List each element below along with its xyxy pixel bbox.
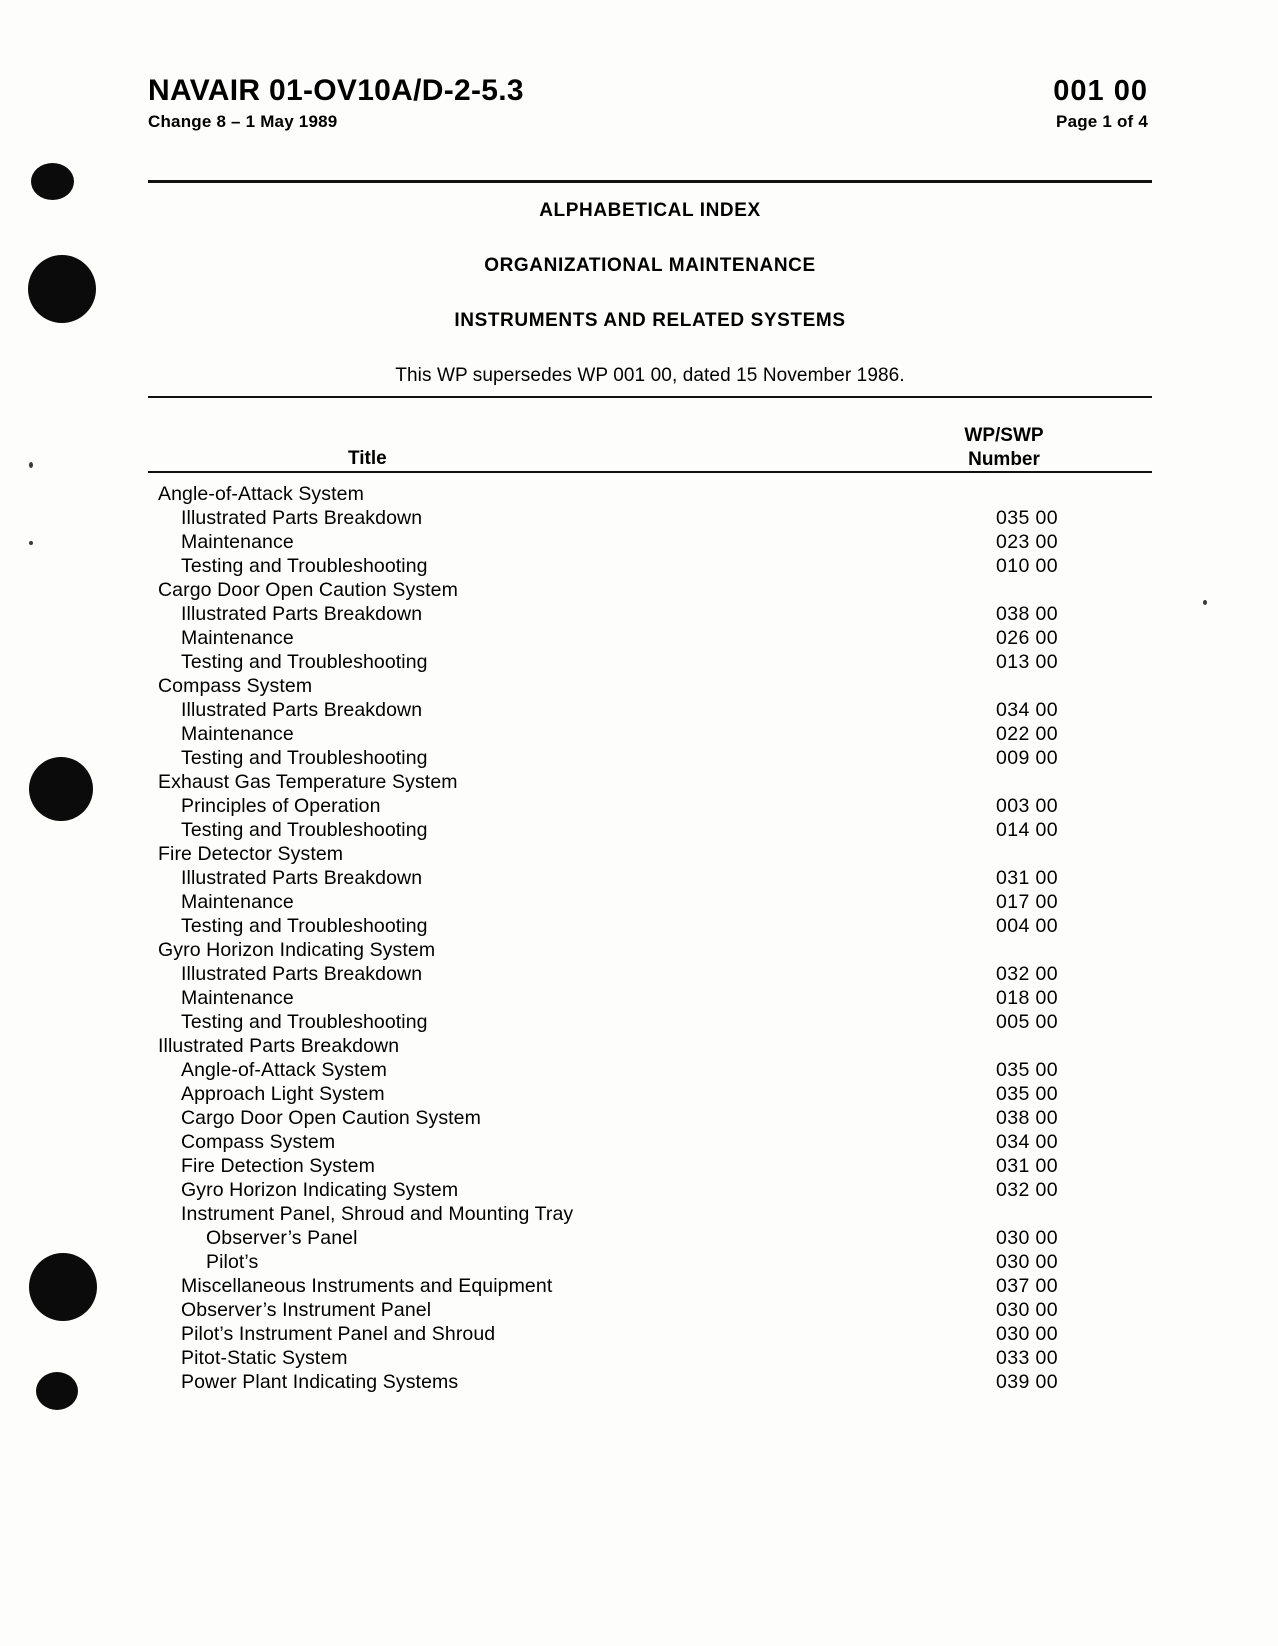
index-row-number: 035 00 [995, 1059, 1058, 1081]
punch-hole-artifact [28, 255, 96, 323]
index-row [148, 914, 1152, 938]
column-header-number-line1: WP/SWP [964, 425, 1044, 446]
index-row-title: Approach Light System [181, 1083, 385, 1105]
index-row-number: 032 00 [995, 1179, 1058, 1201]
index-row-title: Illustrated Parts Breakdown [181, 699, 423, 721]
index-row [148, 626, 1152, 650]
index-row-number: 034 00 [995, 699, 1058, 721]
index-row-number: 032 00 [995, 963, 1058, 985]
index-row [148, 962, 1152, 986]
index-row-number: 018 00 [995, 987, 1058, 1009]
index-row [148, 842, 1152, 866]
punch-hole-artifact [31, 163, 74, 200]
index-row-title: Testing and Troubleshooting [181, 555, 428, 577]
index-row-title: Testing and Troubleshooting [181, 747, 428, 769]
index-row [148, 1226, 1152, 1250]
index-row-number: 038 00 [995, 1107, 1058, 1129]
index-row [148, 506, 1152, 530]
index-row [148, 866, 1152, 890]
index-row [148, 1322, 1152, 1346]
column-header-number-line2: Number [968, 449, 1040, 470]
index-row-number: 003 00 [995, 795, 1058, 817]
index-row-number: 035 00 [995, 507, 1058, 529]
index-row [148, 602, 1152, 626]
alphabetical-index-table [148, 482, 1152, 1394]
scan-speck-artifact [1203, 600, 1207, 605]
index-row-number: 017 00 [995, 891, 1058, 913]
index-row-number: 005 00 [995, 1011, 1058, 1033]
index-row-title: Pilot’s [206, 1251, 259, 1273]
index-row-number: 031 00 [995, 867, 1058, 889]
index-row-title: Fire Detection System [181, 1155, 375, 1177]
header-secondary-row [148, 112, 1148, 132]
index-row-title: Illustrated Parts Breakdown [181, 867, 423, 889]
index-row-title: Gyro Horizon Indicating System [181, 1179, 459, 1201]
index-row-title: Principles of Operation [181, 795, 381, 817]
index-row-number: 009 00 [995, 747, 1058, 769]
wp-number: 001 00 [1053, 75, 1148, 107]
index-row-number: 026 00 [995, 627, 1058, 649]
index-row [148, 1370, 1152, 1394]
index-row [148, 698, 1152, 722]
index-row [148, 1154, 1152, 1178]
index-row-number: 031 00 [995, 1155, 1058, 1177]
index-row-title: Observer’s Instrument Panel [181, 1299, 432, 1321]
index-row-title: Testing and Troubleshooting [181, 915, 428, 937]
index-row-title: Maintenance [181, 891, 294, 913]
column-header-number [934, 424, 1074, 472]
index-row-title: Cargo Door Open Caution System [158, 579, 458, 601]
index-row-title: Compass System [158, 675, 313, 697]
supersede-note: This WP supersedes WP 001 00, dated 15 November 1986. [395, 365, 905, 386]
index-row-title: Gyro Horizon Indicating System [158, 939, 436, 961]
punch-hole-artifact [29, 1253, 97, 1321]
index-row-title: Observer’s Panel [206, 1227, 358, 1249]
title-alphabetical-index: ALPHABETICAL INDEX [539, 200, 761, 221]
index-row-title: Illustrated Parts Breakdown [158, 1035, 400, 1057]
index-row-number: 030 00 [995, 1299, 1058, 1321]
index-row-number: 030 00 [995, 1227, 1058, 1249]
index-row-number: 004 00 [995, 915, 1058, 937]
index-row [148, 578, 1152, 602]
scan-speck-artifact [29, 541, 33, 545]
index-row [148, 1202, 1152, 1226]
index-row-number: 039 00 [995, 1371, 1058, 1393]
index-row-number: 014 00 [995, 819, 1058, 841]
index-row [148, 770, 1152, 794]
index-row-title: Illustrated Parts Breakdown [181, 507, 423, 529]
index-row-title: Instrument Panel, Shroud and Mounting Tray [181, 1203, 574, 1225]
index-row [148, 722, 1152, 746]
index-row-title: Exhaust Gas Temperature System [158, 771, 458, 793]
index-row [148, 674, 1152, 698]
title-instruments-and-related-systems: INSTRUMENTS AND RELATED SYSTEMS [454, 310, 846, 331]
index-row-number: 022 00 [995, 723, 1058, 745]
index-row-title: Testing and Troubleshooting [181, 819, 428, 841]
index-row [148, 818, 1152, 842]
index-row-title: Fire Detector System [158, 843, 344, 865]
index-row [148, 794, 1152, 818]
index-row [148, 530, 1152, 554]
index-row-title: Maintenance [181, 627, 294, 649]
document-number: NAVAIR 01-OV10A/D-2-5.3 [148, 74, 524, 107]
index-row-title: Testing and Troubleshooting [181, 651, 428, 673]
index-row-title: Illustrated Parts Breakdown [181, 963, 423, 985]
index-row-title: Angle-of-Attack System [181, 1059, 387, 1081]
index-row [148, 938, 1152, 962]
title-organizational-maintenance: ORGANIZATIONAL MAINTENANCE [484, 255, 816, 276]
index-row [148, 1298, 1152, 1322]
index-row [148, 1106, 1152, 1130]
title-block [148, 200, 1152, 387]
column-header-title: Title [348, 448, 387, 469]
index-row [148, 482, 1152, 506]
index-row [148, 650, 1152, 674]
index-row-title: Pitot-Static System [181, 1347, 348, 1369]
scan-speck-artifact [29, 462, 33, 468]
index-row-number: 038 00 [995, 603, 1058, 625]
table-header-divider-rule [148, 471, 1152, 473]
index-row-number: 030 00 [995, 1323, 1058, 1345]
index-row-title: Maintenance [181, 531, 294, 553]
index-row-number: 033 00 [995, 1347, 1058, 1369]
index-row-title: Miscellaneous Instruments and Equipment [181, 1275, 553, 1297]
index-row-title: Testing and Troubleshooting [181, 1011, 428, 1033]
index-row-number: 013 00 [995, 651, 1058, 673]
page-indicator: Page 1 of 4 [1056, 112, 1148, 131]
index-row [148, 1274, 1152, 1298]
index-row-title: Pilot’s Instrument Panel and Shroud [181, 1323, 496, 1345]
header-divider-rule [148, 180, 1152, 183]
index-row-title: Power Plant Indicating Systems [181, 1371, 459, 1393]
index-row [148, 1346, 1152, 1370]
index-row-title: Illustrated Parts Breakdown [181, 603, 423, 625]
index-row-number: 030 00 [995, 1251, 1058, 1273]
index-row [148, 1178, 1152, 1202]
index-row [148, 1058, 1152, 1082]
punch-hole-artifact [29, 757, 93, 821]
index-row [148, 1130, 1152, 1154]
title-divider-rule [148, 396, 1152, 398]
index-row-number: 034 00 [995, 1131, 1058, 1153]
index-row [148, 986, 1152, 1010]
index-row [148, 1010, 1152, 1034]
index-row-title: Compass System [181, 1131, 336, 1153]
index-row-title: Maintenance [181, 987, 294, 1009]
index-row-number: 035 00 [995, 1083, 1058, 1105]
punch-hole-artifact [36, 1372, 78, 1410]
index-row-number: 037 00 [995, 1275, 1058, 1297]
index-row [148, 746, 1152, 770]
index-row-title: Cargo Door Open Caution System [181, 1107, 481, 1129]
index-row [148, 554, 1152, 578]
index-row [148, 1082, 1152, 1106]
index-row-number: 023 00 [995, 531, 1058, 553]
change-notice: Change 8 – 1 May 1989 [148, 112, 338, 131]
table-column-headers [148, 418, 1152, 473]
index-row [148, 1250, 1152, 1274]
index-row-number: 010 00 [995, 555, 1058, 577]
index-row [148, 1034, 1152, 1058]
index-row-title: Angle-of-Attack System [158, 483, 364, 505]
index-row [148, 890, 1152, 914]
index-row-title: Maintenance [181, 723, 294, 745]
page-header [148, 74, 1148, 132]
header-primary-row [148, 74, 1148, 108]
